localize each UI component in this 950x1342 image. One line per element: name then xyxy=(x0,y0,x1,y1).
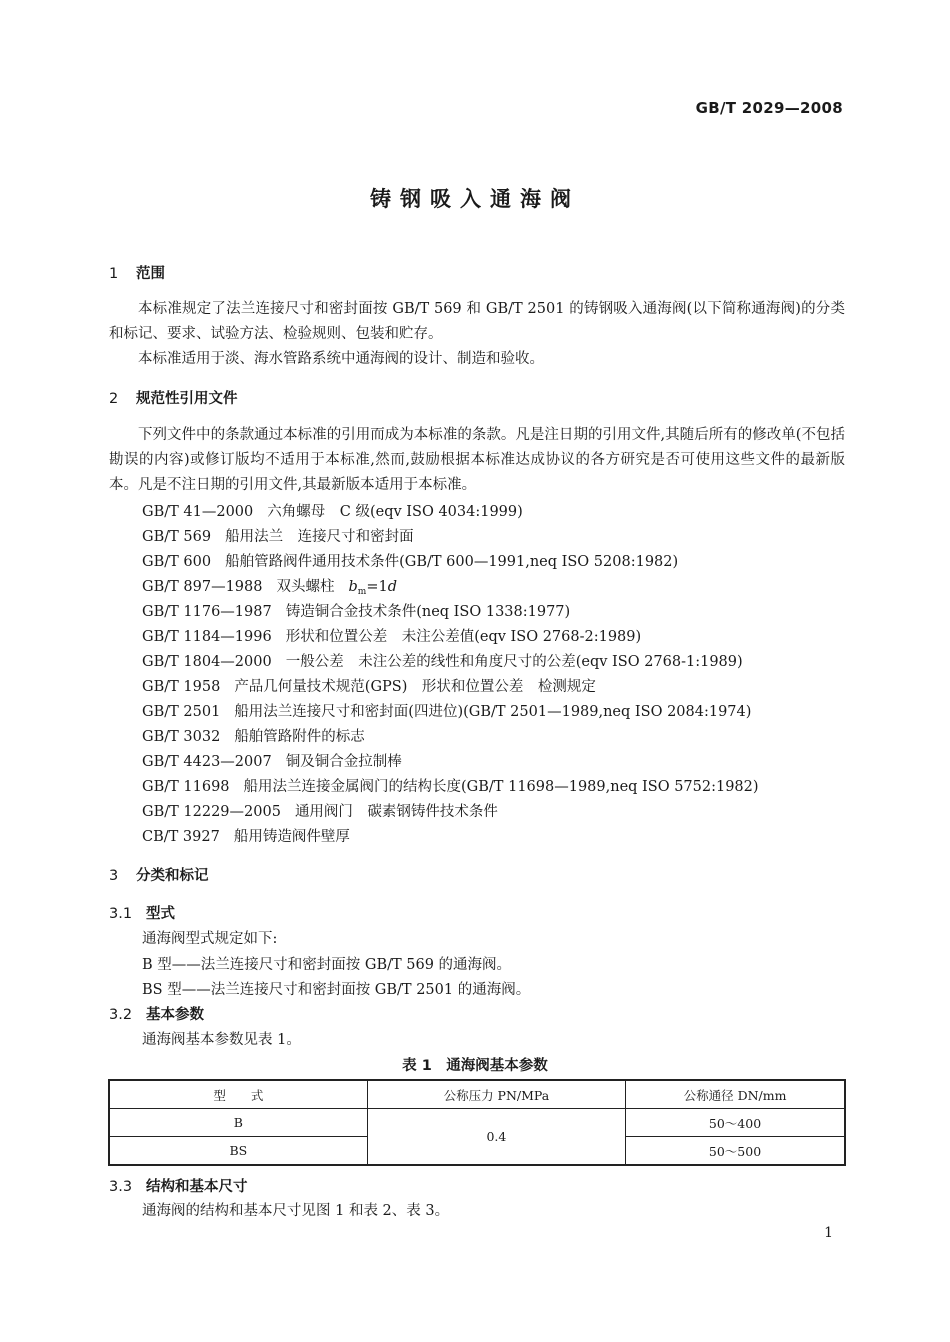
section-3-2-heading xyxy=(109,1003,204,1024)
section-title: 结构和基本尺寸 xyxy=(146,1179,248,1195)
reference-item: CB/T 3927 船用铸造阀件壁厚 xyxy=(142,829,350,845)
section-1-paragraph-2: 本标准适用于淡、海水管路系统中通海阀的设计、制造和验收。 xyxy=(138,351,544,367)
section-1-heading xyxy=(109,262,165,283)
section-number: 3.1 xyxy=(109,906,133,922)
section-3-1-heading xyxy=(109,902,175,923)
reference-item: GB/T 1804—2000 一般公差 未注公差的线性和角度尺寸的公差(eqv ISO 2768-1:1989) xyxy=(142,654,743,670)
reference-item: GB/T 569 船用法兰 连接尺寸和密封面 xyxy=(142,529,414,545)
section-2-paragraph-1: 下列文件中的条款通过本标准的引用而成为本标准的条款。凡是注日期的引用文件,其随后所有的修改单(不包括勘误的内容)或修订版均不适用于本标准,然而,鼓励根据本标准达成协议的各方研究是否可使用这些文件的最新版本。凡是不注日期的引用文件,其最新版本适用于本标准。 xyxy=(109,427,845,493)
reference-item: GB/T 2501 船用法兰连接尺寸和密封面(四进位)(GB/T 2501—1989,neq ISO 2084:1974) xyxy=(142,704,752,720)
table-caption: 表 1 通海阀基本参数 xyxy=(402,1058,548,1074)
table-header-cell: 公称通径 DN/mm xyxy=(626,1080,845,1109)
reference-item: GB/T 1176—1987 铸造铜合金技术条件(neq ISO 1338:1977) xyxy=(142,604,571,620)
table-header-cell: 公称压力 PN/MPa xyxy=(367,1080,625,1109)
section-title: 规范性引用文件 xyxy=(136,391,238,407)
text-line: 通海阀的结构和基本尺寸见图 1 和表 2、表 3。 xyxy=(142,1203,450,1219)
table-cell: 0.4 xyxy=(367,1109,625,1166)
section-number: 3.2 xyxy=(109,1007,133,1023)
reference-item: GB/T 3032 船舶管路附件的标志 xyxy=(142,729,365,745)
reference-item: GB/T 897—1988 双头螺柱 $b_m=1d$ xyxy=(142,579,397,597)
section-number: 3 xyxy=(109,868,119,884)
section-3-heading xyxy=(109,864,209,885)
document-title: 铸钢吸入通海阀 xyxy=(370,187,580,211)
text-line: B 型——法兰连接尺寸和密封面按 GB/T 569 的通海阀。 xyxy=(142,957,512,973)
table-1 xyxy=(108,1079,846,1166)
text-line: 通海阀基本参数见表 1。 xyxy=(142,1032,301,1048)
reference-item: GB/T 11698 船用法兰连接金属阀门的结构长度(GB/T 11698—1989,neq ISO 5752:1982) xyxy=(142,779,759,795)
section-3-3-heading xyxy=(109,1175,248,1196)
section-number: 3.3 xyxy=(109,1179,133,1195)
section-title: 分类和标记 xyxy=(136,868,209,884)
reference-item: GB/T 1184—1996 形状和位置公差 未注公差值(eqv ISO 2768-2:1989) xyxy=(142,629,642,645)
table-row xyxy=(109,1109,845,1137)
reference-item: GB/T 4423—2007 铜及铜合金拉制棒 xyxy=(142,754,402,770)
table-header-cell: 型 式 xyxy=(109,1080,367,1109)
reference-item: GB/T 41—2000 六角螺母 C 级(eqv ISO 4034:1999) xyxy=(142,504,523,520)
table-cell: 50～400 xyxy=(626,1109,845,1137)
table-cell: 50～500 xyxy=(626,1137,845,1166)
table-cell: B xyxy=(109,1109,367,1137)
section-title: 型式 xyxy=(146,906,175,922)
section-title: 范围 xyxy=(136,266,165,282)
section-title: 基本参数 xyxy=(146,1007,204,1023)
text-line: BS 型——法兰连接尺寸和密封面按 GB/T 2501 的通海阀。 xyxy=(142,982,531,998)
section-number: 2 xyxy=(109,391,119,407)
table-header-row xyxy=(109,1080,845,1109)
reference-item: GB/T 600 船舶管路阀件通用技术条件(GB/T 600—1991,neq ISO 5208:1982) xyxy=(142,554,679,570)
section-1-paragraph-1: 本标准规定了法兰连接尺寸和密封面按 GB/T 569 和 GB/T 2501 的铸钢吸入通海阀(以下简称通海阀)的分类和标记、要求、试验方法、检验规则、包装和贮存。 xyxy=(109,301,845,342)
reference-item: GB/T 1958 产品几何量技术规范(GPS) 形状和位置公差 检测规定 xyxy=(142,679,596,695)
page-number: 1 xyxy=(824,1225,833,1241)
table-cell: BS xyxy=(109,1137,367,1166)
reference-item: GB/T 12229—2005 通用阀门 碳素钢铸件技术条件 xyxy=(142,804,498,820)
section-2-heading xyxy=(109,387,238,408)
section-number: 1 xyxy=(109,266,119,282)
formula: $b_m=1d$ xyxy=(348,579,397,597)
standard-number: GB/T 2029—2008 xyxy=(695,99,843,117)
text-line: 通海阀型式规定如下: xyxy=(142,931,278,947)
